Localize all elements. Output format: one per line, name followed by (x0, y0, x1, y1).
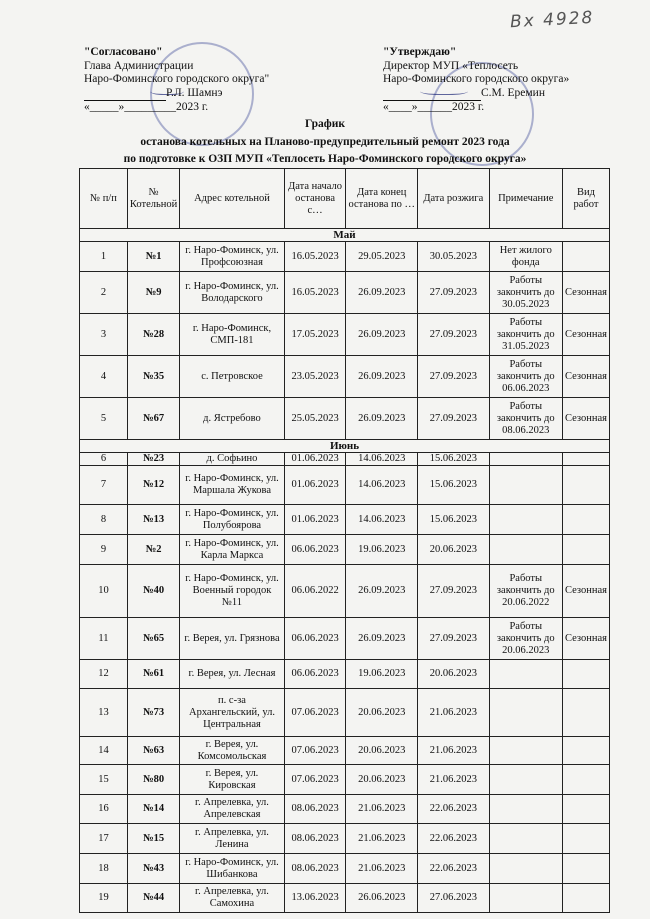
doc-title: График (305, 118, 345, 130)
approval-left-block (84, 46, 269, 115)
handwritten-note: Вх 4928 (509, 7, 595, 33)
doc-subtitle-2: по подготовке к ОЗП МУП «Теплосеть Наро-Фоминского городского округа» (123, 153, 527, 165)
ignition-date: 21.06.2023 (418, 765, 490, 795)
table-row (80, 453, 610, 466)
stop-end-date: 26.09.2023 (346, 272, 418, 314)
work-type (562, 466, 609, 505)
stop-start-date: 16.05.2023 (284, 242, 346, 272)
row-number: 1 (80, 242, 128, 272)
boiler-address: г. Наро-Фоминск, ул. Маршала Жукова (180, 466, 284, 505)
ignition-date: 15.06.2023 (418, 466, 490, 505)
remark: Работы закончить до 30.05.2023 (489, 272, 562, 314)
table-row (80, 854, 610, 884)
table-row (80, 535, 610, 565)
table-row (80, 505, 610, 535)
boiler-number: №14 (127, 795, 179, 824)
schedule-table (79, 168, 610, 913)
stop-start-date: 06.06.2023 (284, 660, 346, 689)
boiler-address: д. Софьино (180, 453, 284, 466)
table-row (80, 824, 610, 854)
left-block-sign: Р.Л. Шамнэ (166, 86, 223, 99)
left-block-title: "Согласовано" (84, 46, 163, 58)
work-type (562, 535, 609, 565)
stop-end-date: 20.06.2023 (346, 765, 418, 795)
stop-start-date: 16.05.2023 (284, 272, 346, 314)
left-block-line2: Наро-Фоминского городского округа" (84, 73, 270, 85)
right-block-line2: Наро-Фоминского городского округа» (383, 73, 570, 85)
boiler-address: г. Наро-Фоминск, СМП-181 (180, 314, 284, 356)
stop-start-date: 08.06.2023 (284, 795, 346, 824)
row-number: 10 (80, 565, 128, 618)
boiler-number: №44 (127, 884, 179, 913)
table-row (80, 314, 610, 356)
work-type (562, 884, 609, 913)
boiler-number: №43 (127, 854, 179, 884)
header-cell: Дата начало останова с… (284, 169, 346, 229)
boiler-address: г. Верея, ул. Грязнова (180, 618, 284, 660)
stop-start-date: 01.06.2023 (284, 453, 346, 466)
remark (489, 765, 562, 795)
boiler-number: №73 (127, 689, 179, 737)
boiler-address: д. Ястребово (180, 398, 284, 440)
row-number: 7 (80, 466, 128, 505)
boiler-address: г. Наро-Фоминск, ул. Военный городок №11 (180, 565, 284, 618)
ignition-date: 30.05.2023 (418, 242, 490, 272)
row-number: 11 (80, 618, 128, 660)
stop-end-date: 29.05.2023 (346, 242, 418, 272)
stop-start-date: 08.06.2023 (284, 854, 346, 884)
table-row (80, 466, 610, 505)
table-body (80, 229, 610, 913)
stop-start-date: 06.06.2023 (284, 535, 346, 565)
stop-end-date: 21.06.2023 (346, 824, 418, 854)
boiler-address: г. Верея, ул. Лесная (180, 660, 284, 689)
stop-end-date: 26.09.2023 (346, 356, 418, 398)
ignition-date: 20.06.2023 (418, 660, 490, 689)
stop-end-date: 21.06.2023 (346, 854, 418, 884)
boiler-address: г. Наро-Фоминск, ул. Карла Маркса (180, 535, 284, 565)
header-cell: Дата конец останова по … (346, 169, 418, 229)
row-number: 9 (80, 535, 128, 565)
remark: Нет жилого фонда (489, 242, 562, 272)
work-type (562, 242, 609, 272)
boiler-number: №13 (127, 505, 179, 535)
row-number: 5 (80, 398, 128, 440)
stop-end-date: 26.09.2023 (346, 565, 418, 618)
stop-start-date: 01.06.2023 (284, 505, 346, 535)
table-row (80, 884, 610, 913)
remark: Работы закончить до 20.06.2023 (489, 618, 562, 660)
row-number: 14 (80, 737, 128, 765)
header-cell: Вид работ (562, 169, 609, 229)
stop-end-date: 26.06.2023 (346, 884, 418, 913)
month-label: Май (80, 229, 610, 242)
work-type (562, 737, 609, 765)
ignition-date: 27.09.2023 (418, 565, 490, 618)
stop-end-date: 20.06.2023 (346, 689, 418, 737)
boiler-number: №65 (127, 618, 179, 660)
table-row (80, 689, 610, 737)
right-block-date: «____»______2023 г. (383, 101, 485, 113)
stop-start-date: 08.06.2023 (284, 824, 346, 854)
work-type (562, 795, 609, 824)
table-header-row (80, 169, 610, 229)
row-number: 3 (80, 314, 128, 356)
boiler-number: №80 (127, 765, 179, 795)
stop-end-date: 19.06.2023 (346, 535, 418, 565)
remark (489, 535, 562, 565)
ignition-date: 27.09.2023 (418, 398, 490, 440)
ignition-date: 15.06.2023 (418, 453, 490, 466)
ignition-date: 27.09.2023 (418, 314, 490, 356)
left-block-line1: Глава Администрации (84, 59, 194, 72)
remark: Работы закончить до 20.06.2022 (489, 565, 562, 618)
work-type: Сезонная (562, 618, 609, 660)
stop-end-date: 26.09.2023 (346, 618, 418, 660)
stop-end-date: 26.09.2023 (346, 398, 418, 440)
boiler-number: №28 (127, 314, 179, 356)
remark (489, 824, 562, 854)
boiler-address: с. Петровское (180, 356, 284, 398)
header-cell: Дата розжига (418, 169, 490, 229)
work-type (562, 505, 609, 535)
stop-end-date: 21.06.2023 (346, 795, 418, 824)
ignition-date: 27.09.2023 (418, 272, 490, 314)
remark (489, 660, 562, 689)
ignition-date: 27.09.2023 (418, 356, 490, 398)
ignition-date: 27.09.2023 (418, 618, 490, 660)
row-number: 2 (80, 272, 128, 314)
table-row (80, 272, 610, 314)
table-row (80, 356, 610, 398)
boiler-number: №12 (127, 466, 179, 505)
row-number: 8 (80, 505, 128, 535)
remark (489, 689, 562, 737)
work-type (562, 689, 609, 737)
month-row (80, 440, 610, 453)
boiler-address: г. Наро-Фоминск, ул. Полубоярова (180, 505, 284, 535)
boiler-address: г. Наро-Фоминск, ул. Володарского (180, 272, 284, 314)
ignition-date: 20.06.2023 (418, 535, 490, 565)
stop-start-date: 25.05.2023 (284, 398, 346, 440)
stop-start-date: 07.06.2023 (284, 765, 346, 795)
remark (489, 884, 562, 913)
table-row (80, 618, 610, 660)
ignition-date: 21.06.2023 (418, 689, 490, 737)
row-number: 15 (80, 765, 128, 795)
boiler-address: г. Наро-Фоминск, ул. Шибанкова (180, 854, 284, 884)
stop-end-date: 14.06.2023 (346, 453, 418, 466)
row-number: 17 (80, 824, 128, 854)
stop-start-date: 23.05.2023 (284, 356, 346, 398)
boiler-number: №40 (127, 565, 179, 618)
row-number: 6 (80, 453, 128, 466)
doc-subtitle-1: останова котельных на Планово-предупредительный ремонт 2023 года (140, 136, 510, 148)
boiler-number: №61 (127, 660, 179, 689)
stop-end-date: 20.06.2023 (346, 737, 418, 765)
stop-end-date: 19.06.2023 (346, 660, 418, 689)
remark (489, 466, 562, 505)
table-row (80, 242, 610, 272)
remark: Работы закончить до 08.06.2023 (489, 398, 562, 440)
boiler-address: г. Верея, ул. Комсомольская (180, 737, 284, 765)
remark: Работы закончить до 31.05.2023 (489, 314, 562, 356)
work-type: Сезонная (562, 398, 609, 440)
boiler-address: г. Апрелевка, ул. Ленина (180, 824, 284, 854)
left-sign-line (84, 87, 166, 102)
approval-right-block (383, 46, 569, 115)
work-type (562, 824, 609, 854)
work-type: Сезонная (562, 356, 609, 398)
right-sign-line (383, 87, 481, 102)
row-number: 19 (80, 884, 128, 913)
stop-start-date: 17.05.2023 (284, 314, 346, 356)
ignition-date: 22.06.2023 (418, 795, 490, 824)
remark (489, 795, 562, 824)
header-cell: Примечание (489, 169, 562, 229)
table-row (80, 765, 610, 795)
stop-end-date: 14.06.2023 (346, 466, 418, 505)
ignition-date: 15.06.2023 (418, 505, 490, 535)
stop-start-date: 06.06.2023 (284, 618, 346, 660)
work-type: Сезонная (562, 272, 609, 314)
remark (489, 453, 562, 466)
stop-start-date: 07.06.2023 (284, 737, 346, 765)
boiler-address: г. Апрелевка, ул. Самохина (180, 884, 284, 913)
boiler-address: п. с-за Архангельский, ул. Центральная (180, 689, 284, 737)
boiler-address: г. Верея, ул. Кировская (180, 765, 284, 795)
month-label: Июнь (80, 440, 610, 453)
stop-end-date: 14.06.2023 (346, 505, 418, 535)
row-number: 16 (80, 795, 128, 824)
row-number: 18 (80, 854, 128, 884)
boiler-number: №63 (127, 737, 179, 765)
work-type (562, 854, 609, 884)
row-number: 13 (80, 689, 128, 737)
ignition-date: 22.06.2023 (418, 854, 490, 884)
table-row (80, 565, 610, 618)
row-number: 12 (80, 660, 128, 689)
boiler-number: №23 (127, 453, 179, 466)
remark (489, 854, 562, 884)
boiler-number: №15 (127, 824, 179, 854)
boiler-address: г. Апрелевка, ул. Апрелевская (180, 795, 284, 824)
row-number: 4 (80, 356, 128, 398)
header-cell: № п/п (80, 169, 128, 229)
remark (489, 737, 562, 765)
ignition-date: 22.06.2023 (418, 824, 490, 854)
right-block-sign: С.М. Еремин (481, 86, 545, 99)
left-block-date: «_____»_________2023 г. (84, 101, 209, 113)
work-type (562, 453, 609, 466)
boiler-number: №35 (127, 356, 179, 398)
table-row (80, 660, 610, 689)
remark: Работы закончить до 06.06.2023 (489, 356, 562, 398)
table-row (80, 737, 610, 765)
table-row (80, 398, 610, 440)
table-row (80, 795, 610, 824)
work-type (562, 660, 609, 689)
boiler-number: №1 (127, 242, 179, 272)
stop-start-date: 13.06.2023 (284, 884, 346, 913)
stop-end-date: 26.09.2023 (346, 314, 418, 356)
month-row (80, 229, 610, 242)
boiler-number: №9 (127, 272, 179, 314)
boiler-address: г. Наро-Фоминск, ул. Профсоюзная (180, 242, 284, 272)
header-cell: Адрес котельной (180, 169, 284, 229)
remark (489, 505, 562, 535)
work-type: Сезонная (562, 565, 609, 618)
work-type (562, 765, 609, 795)
boiler-number: №67 (127, 398, 179, 440)
stop-start-date: 07.06.2023 (284, 689, 346, 737)
ignition-date: 27.06.2023 (418, 884, 490, 913)
ignition-date: 21.06.2023 (418, 737, 490, 765)
right-block-title: "Утверждаю" (383, 46, 457, 58)
right-block-line1: Директор МУП «Теплосеть (383, 59, 519, 72)
header-cell: № Котельной (127, 169, 179, 229)
stop-start-date: 01.06.2023 (284, 466, 346, 505)
work-type: Сезонная (562, 314, 609, 356)
stop-start-date: 06.06.2022 (284, 565, 346, 618)
boiler-number: №2 (127, 535, 179, 565)
